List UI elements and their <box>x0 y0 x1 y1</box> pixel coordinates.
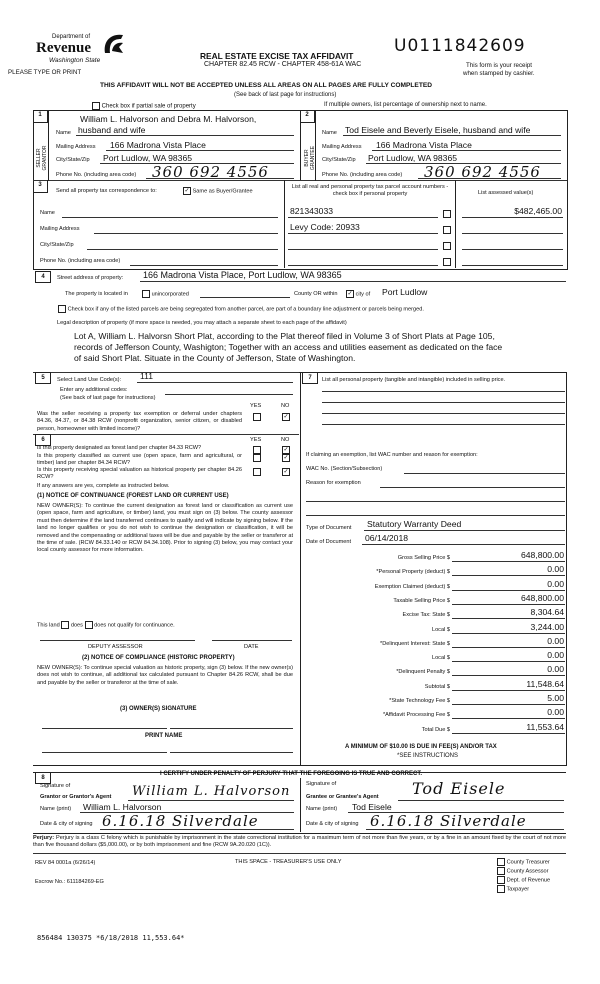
doc-date[interactable]: 06/14/2018 <box>365 533 409 543</box>
tax-label: *Delinquent Interest: State $ <box>380 640 450 647</box>
tax-label: Excise Tax: State $ <box>402 612 450 619</box>
copy-checkbox-1[interactable] <box>497 867 549 875</box>
city-of-checkbox[interactable]: ✓ city of <box>347 291 371 298</box>
buyer-mailing-label: Mailing Address <box>322 144 362 150</box>
grantor-name[interactable]: William L. Halvorson <box>83 802 162 812</box>
s3-name-field[interactable] <box>62 217 278 218</box>
field-line <box>100 829 294 830</box>
parcel-number[interactable]: 821343033 <box>290 206 334 216</box>
s3-phone-label: Phone No. (including area code) <box>40 258 121 264</box>
street-address[interactable]: 166 Madrona Vista Place, Port Ludlow, WA 98365 <box>143 270 342 280</box>
treasurer-use-label: THIS SPACE - TREASURER'S USE ONLY <box>235 859 342 865</box>
grantee-agent-label: Grantee or Grantee's Agent <box>306 794 379 800</box>
s3-phone-field[interactable] <box>130 265 278 266</box>
notice-continuance-title: (1) NOTICE OF CONTINUANCE (FOREST LAND OR CURRENT USE) <box>37 493 229 499</box>
owner-signature-line[interactable] <box>170 728 293 729</box>
tax-line <box>452 661 565 662</box>
tax-value[interactable]: 3,244.00 <box>530 621 564 632</box>
reason-field[interactable] <box>380 487 565 488</box>
grantor-name-label: Name (print) <box>40 806 72 812</box>
grantor-date-city[interactable]: 6.16.18 Silverdale <box>102 812 259 830</box>
see-back-instructions: (See back of last page for instructions) <box>60 395 156 401</box>
tax-value[interactable]: 5.00 <box>547 693 564 703</box>
if-yes-note: If any answers are yes, complete as instructed below. <box>37 483 170 489</box>
parcel-number[interactable]: Levy Code: 20933 <box>290 222 360 232</box>
copy-checkbox-0[interactable] <box>497 858 550 866</box>
buyer-mailing[interactable]: 166 Madrona Vista Place <box>376 140 472 150</box>
notice-compliance-title: (2) NOTICE OF COMPLIANCE (HISTORIC PROPERTY) <box>82 655 235 661</box>
wac-label: WAC No. (Section/Subsection) <box>306 466 383 472</box>
tax-line <box>452 675 565 676</box>
seller-grantor-label: SELLER GRANTOR <box>36 145 48 171</box>
assessed-header: List assessed value(s) <box>478 190 534 196</box>
copy-label: County Assessor <box>506 868 549 875</box>
copy-label: County Treasurer <box>506 859 550 866</box>
tax-value[interactable]: 0.00 <box>547 707 564 718</box>
section-6-number: 6 <box>35 434 51 446</box>
assessed-line <box>462 249 563 250</box>
tax-label: *Delinquent Penalty $ <box>396 669 450 676</box>
segregated-checkbox[interactable] <box>58 305 424 313</box>
buyer-name-label: Name <box>322 130 337 136</box>
section6-question: Is this property classified as current use (open space, farm and agricultural, or timber) land per chapter 84.34 RCW? <box>37 453 242 466</box>
this-land-label: This land <box>37 622 60 629</box>
field-line <box>140 281 566 282</box>
tax-value[interactable]: 648,800.00 <box>520 550 564 560</box>
segregated-label: Check box if any of the listed parcels are being segregated from another parcel, are part of a boundary line adjustment or parcels being merged. <box>67 306 424 313</box>
section-7-number: 7 <box>302 372 318 384</box>
parcel-line <box>288 265 438 266</box>
located-in-label: The property is located in <box>65 291 128 297</box>
reason-field-line[interactable] <box>306 501 565 502</box>
section6-no-checkbox[interactable]: ✓ <box>283 447 289 453</box>
section-3-number: 3 <box>33 180 48 193</box>
grantor-date-label: Date & city of signing <box>40 821 93 827</box>
buyer-grantee-label: BUYER GRANTEE <box>304 145 316 171</box>
legal-line-1: Lot A, William L. Halvorsn Short Plat, according to the Plat thereof filed in Volume 3 of Short Plats at Page 105, <box>74 331 495 341</box>
field-line <box>146 178 294 179</box>
tax-value[interactable]: 0.00 <box>547 664 564 675</box>
does-label: does <box>70 622 83 629</box>
tax-line <box>452 647 565 648</box>
street-label: Street address of property: <box>57 275 124 281</box>
does-checkbox[interactable] <box>61 621 69 629</box>
tax-label: *Affidavit Processing Fee $ <box>382 712 450 719</box>
exemption-question: Was the seller receiving a property tax exemption or deferral under chapters 84.36, 84.37, or 84.38 RCW (nonprofit organization, senior citizen, or disabled person, homeowner with limited income)? <box>37 411 242 432</box>
tax-line <box>452 561 565 562</box>
field-line <box>366 829 564 830</box>
cashier-stamp: 856484 130375 *6/18/2018 11,553.64* <box>37 934 185 942</box>
see-back: (See back of last page for instructions) <box>234 92 337 98</box>
seller-mailing-label: Mailing Address <box>56 144 96 150</box>
date-line[interactable] <box>212 640 292 641</box>
does-not-checkbox[interactable] <box>85 621 93 629</box>
divider <box>284 180 285 268</box>
county-or-label: County OR within <box>294 291 338 297</box>
dept-logo-text: Revenue <box>36 40 91 56</box>
county-field[interactable] <box>200 297 290 298</box>
copy-label: Taxpayer <box>506 886 530 893</box>
grantee-name-label: Name (print) <box>306 806 338 812</box>
unincorporated-checkbox[interactable] <box>142 290 189 298</box>
tax-line <box>452 718 565 719</box>
doc-date-label: Date of Document <box>306 539 352 545</box>
seller-city-label: City/State/Zip <box>56 157 90 163</box>
tax-label: Local $ <box>431 626 450 633</box>
section6-question: Is this property receiving special valuation as historical property per chapter 84.26 RCW? <box>37 467 242 480</box>
copy-checkbox-3[interactable] <box>497 885 529 893</box>
tax-value[interactable]: 11,548.64 <box>526 678 564 689</box>
section6-yes-checkbox[interactable] <box>253 454 261 462</box>
perjury-bold: Perjury: <box>33 835 55 841</box>
tax-label: *Personal Property (deduct) $ <box>376 569 450 576</box>
field-line <box>364 530 565 531</box>
personal-property-checkbox[interactable] <box>443 226 451 234</box>
land-use-code[interactable]: 111 <box>140 371 154 381</box>
section-2-number: 2 <box>300 110 315 123</box>
form-title: REAL ESTATE EXCISE TAX AFFIDAVIT <box>200 51 354 61</box>
exemption-no-checkbox[interactable]: ✓ <box>283 414 289 420</box>
field-line <box>343 135 561 136</box>
tax-line <box>452 690 565 691</box>
escrow-number: Escrow No.: 611184269-EG <box>35 879 104 885</box>
section-4-number: 4 <box>35 271 51 283</box>
claiming-exemption-label: If claiming an exemption, list WAC number and reason for exemption: <box>306 452 478 458</box>
s3-city-field[interactable] <box>87 249 278 250</box>
doc-type-label: Type of Document <box>306 525 352 531</box>
does-not-label: does not qualify for continuance. <box>94 622 175 629</box>
s3-city-label: City/State/Zip <box>40 242 74 248</box>
same-as-buyer-checkbox[interactable]: ✓ Same as Buyer/Grantee <box>184 188 253 195</box>
legal-description-label: Legal description of property (if more space is needed, you may attach a separate sheet to each page of the affidavit) <box>57 320 347 326</box>
grantee-signature-of: Signature of <box>306 781 337 787</box>
personal-property-line[interactable] <box>322 402 565 403</box>
section6-question: Is this property designated as forest land per chapter 84.33 RCW? <box>37 445 202 451</box>
tax-line <box>452 604 565 605</box>
minimum-due-note: A MINIMUM OF $10.00 IS DUE IN FEE(S) AND/OR TAX <box>345 744 497 750</box>
field-line <box>372 150 561 151</box>
tax-value[interactable]: 648,800.00 <box>520 592 564 603</box>
grantee-date-label: Date & city of signing <box>306 821 359 827</box>
tax-line <box>452 575 565 576</box>
s3-mailing-field[interactable] <box>94 233 278 234</box>
no-header: NO <box>281 403 290 409</box>
chapter-ref: CHAPTER 82.45 RCW - CHAPTER 458-61A WAC <box>204 61 362 68</box>
tax-value[interactable]: 0.00 <box>547 578 564 589</box>
section6-yes-checkbox[interactable] <box>253 468 261 476</box>
perjury-notice <box>33 835 566 850</box>
date-label: DATE <box>244 644 259 650</box>
dor-logo-icon <box>101 31 125 55</box>
warning-text: THIS AFFIDAVIT WILL NOT BE ACCEPTED UNLESS ALL AREAS ON ALL PAGES ARE FULLY COMPLETED <box>100 82 433 89</box>
personal-property-checkbox[interactable] <box>443 210 451 218</box>
wac-field[interactable] <box>404 473 565 474</box>
receipt-note-2: when stamped by cashier. <box>463 70 535 77</box>
copy-checkbox-2[interactable] <box>497 876 550 884</box>
section6-no-checkbox[interactable]: ✓ <box>283 469 289 475</box>
see-instructions: *SEE INSTRUCTIONS <box>397 753 459 759</box>
receipt-note-1: This form is your receipt <box>466 62 533 69</box>
grantor-agent-label: Grantor or Grantor's Agent <box>40 794 112 800</box>
personal-property-line[interactable] <box>322 424 565 425</box>
tax-label: Total Due $ <box>421 726 450 733</box>
grantee-name[interactable]: Tod Eisele <box>352 802 392 812</box>
assessed-line <box>462 233 563 234</box>
tax-value[interactable]: 0.00 <box>547 564 564 575</box>
unincorporated-label: unincorporated <box>151 291 189 298</box>
section6-yes-checkbox[interactable] <box>253 446 261 454</box>
please-type: PLEASE TYPE OR PRINT <box>8 69 82 76</box>
owner-signature-line[interactable] <box>42 728 167 729</box>
buyer-phone[interactable]: 360 692 4556 <box>424 163 541 181</box>
partial-sale-label: Check box if partial sale of property <box>101 103 196 110</box>
divider <box>33 372 299 373</box>
tax-label: Gross Selling Price $ <box>397 555 450 561</box>
field-line <box>106 150 294 151</box>
tax-value[interactable]: 8,304.64 <box>530 607 564 618</box>
section6-no-checkbox[interactable]: ✓ <box>283 455 289 461</box>
yes-header: YES <box>250 437 262 443</box>
reason-field-line[interactable] <box>306 515 565 516</box>
tax-line <box>452 704 565 705</box>
personal-property-checkbox[interactable] <box>443 258 451 266</box>
copy-label: Dept. of Revenue <box>506 877 551 884</box>
field-line <box>76 135 294 136</box>
perjury-text: Perjury is a class C felony which is punishable by imprisonment in the state correctional institution for a maximum term of not more than five years, or by a fine in an amount fixed by the court of not more than five thousand dollars ($5,000.00), or by both imprisonment and fine (RCW 9A.20.020 (1C)). <box>33 835 566 849</box>
notice-compliance-text: NEW OWNER(S): To continue special valuation as historic property, sign (3) below. If the new owner(s) does not wish to continue, all additional tax calculated pursuant to Chapter 84.26 RCW, shall be due and payable by the seller or transferor at the time of sale. <box>37 665 293 686</box>
grantee-date-city[interactable]: 6.16.18 Silverdale <box>370 812 527 830</box>
parcel-line <box>288 217 438 218</box>
city-value[interactable]: Port Ludlow <box>382 287 428 297</box>
deputy-assessor-line[interactable] <box>40 640 195 641</box>
partial-sale-checkbox[interactable] <box>92 102 196 110</box>
notice-continuance-text: NEW OWNER(S): To continue the current designation as forest land or classification as current use (open space, farm and agriculture, or timber) land, you must sign on (3) below. The county assessor must then determine if the land transferred continues to qualify and will indicate by signing below. If the land no longer qualifies or you do not wish to continue the designation or classification, it will be removed and the compensating or additional taxes will be due and payable by the seller or transferor at the time of sale. (RCW 84.33.140 or RCW 84.34.108). Prior to signing (3) below, you may contact your local county assessor for more information. <box>37 503 293 554</box>
legal-line-3: of said Short Plat. Situate in the County of Jefferson, State of Washington. <box>74 353 356 363</box>
seller-name-label: Name <box>56 130 71 136</box>
buyer-city[interactable]: Port Ludlow, WA 98365 <box>368 153 458 163</box>
assessed-value[interactable]: $482,465.00 <box>514 206 562 216</box>
send-correspondence-label: Send all property tax correspondence to: <box>56 188 157 194</box>
buyer-name[interactable]: Tod Eisele and Beverly Eisele, husband and wife <box>345 125 531 135</box>
tax-label: Exemption Claimed (deduct) $ <box>374 583 450 590</box>
section-1-number: 1 <box>33 110 48 123</box>
tax-line <box>452 733 565 734</box>
print-name-line[interactable] <box>42 752 167 753</box>
rev-number: REV 84 0001a (6/26/14) <box>35 860 96 866</box>
divider <box>33 853 566 854</box>
grantor-signature[interactable]: William L. Halvorson <box>132 784 291 799</box>
divider <box>455 180 456 268</box>
grantee-signature[interactable]: Tod Eisele <box>412 779 506 798</box>
certify-statement: I CERTIFY UNDER PENALTY OF PERJURY THAT THE FOREGOING IS TRUE AND CORRECT. <box>160 771 423 777</box>
dept-line1: Department of <box>52 34 91 40</box>
buyer-city-label: City/State/Zip <box>322 157 356 163</box>
field-line <box>128 800 294 801</box>
divider <box>48 110 49 181</box>
grantor-signature-of: Signature of <box>40 783 71 789</box>
exemption-yes-checkbox[interactable] <box>253 413 261 421</box>
tax-label: *State Technology Fee $ <box>389 698 450 704</box>
tax-value[interactable]: 0.00 <box>547 650 564 661</box>
yes-header: YES <box>250 403 262 409</box>
additional-codes-label: Enter any additional codes: <box>60 387 128 393</box>
handwritten-number: U0111842609 <box>394 36 526 56</box>
seller-city[interactable]: Port Ludlow, WA 98365 <box>103 153 193 163</box>
tax-line <box>452 618 565 619</box>
dept-line3: Washington State <box>49 57 101 64</box>
field-line <box>137 382 293 383</box>
same-as-buyer-label: Same as Buyer/Grantee <box>192 188 253 195</box>
multiple-owners-note: If multiple owners, list percentage of ownership next to name. <box>324 102 487 108</box>
s3-name-label: Name <box>40 210 55 216</box>
tax-label: Local $ <box>431 655 450 662</box>
seller-mailing[interactable]: 166 Madrona Vista Place <box>110 140 206 150</box>
tax-value[interactable]: 0.00 <box>547 635 564 646</box>
field-line <box>398 800 564 801</box>
seller-name-line1[interactable]: William L. Halvorson and Debra M. Halvorson, <box>80 114 257 124</box>
personal-property-line[interactable] <box>322 391 565 392</box>
doc-type[interactable]: Statutory Warranty Deed <box>367 519 462 529</box>
seller-phone[interactable]: 360 692 4556 <box>152 163 269 181</box>
legal-line-2: records of Jefferson County, Washigton; Together with an access and utilities easement as dedicated on the face <box>74 342 503 352</box>
owner-signature-title: (3) OWNER(S) SIGNATURE <box>120 706 197 712</box>
divider <box>300 778 301 832</box>
tax-line <box>452 633 565 634</box>
divider <box>33 434 299 435</box>
reason-label: Reason for exemption <box>306 480 361 486</box>
section-8-number: 8 <box>35 772 51 784</box>
field-line <box>362 544 565 545</box>
parcel-header: List all real and personal property tax parcel account numbers - check box if personal property <box>291 184 449 197</box>
tax-label: Taxable Selling Price $ <box>393 597 450 604</box>
personal-property-line[interactable] <box>322 413 565 414</box>
print-name-line[interactable] <box>170 752 293 753</box>
city-of-label: city of <box>355 291 371 298</box>
s3-mailing-label: Mailing Address <box>40 226 80 232</box>
personal-property-label: List all personal property (tangible and intangible) included in selling price. <box>322 377 506 383</box>
additional-codes-field[interactable] <box>165 394 293 395</box>
buyer-phone-label: Phone No. (including area code) <box>322 172 403 178</box>
parcel-line <box>288 233 438 234</box>
seller-phone-label: Phone No. (including area code) <box>56 172 137 178</box>
field-line <box>418 178 561 179</box>
land-use-label: Select Land Use Code(s): <box>57 377 122 383</box>
assessed-line <box>462 265 563 266</box>
no-header: NO <box>281 437 290 443</box>
personal-property-checkbox[interactable] <box>443 242 451 250</box>
parcel-line <box>288 249 438 250</box>
print-name-label: PRINT NAME <box>145 733 183 739</box>
seller-name-line2[interactable]: husband and wife <box>78 125 146 135</box>
deputy-assessor-label: DEPUTY ASSESSOR <box>88 644 143 650</box>
qualify-continuance <box>37 621 175 629</box>
tax-line <box>452 590 565 591</box>
tax-value[interactable]: 11,553.64 <box>526 721 564 732</box>
assessed-line <box>462 217 563 218</box>
section-5-number: 5 <box>35 372 51 384</box>
tax-label: Subtotal $ <box>424 683 450 690</box>
